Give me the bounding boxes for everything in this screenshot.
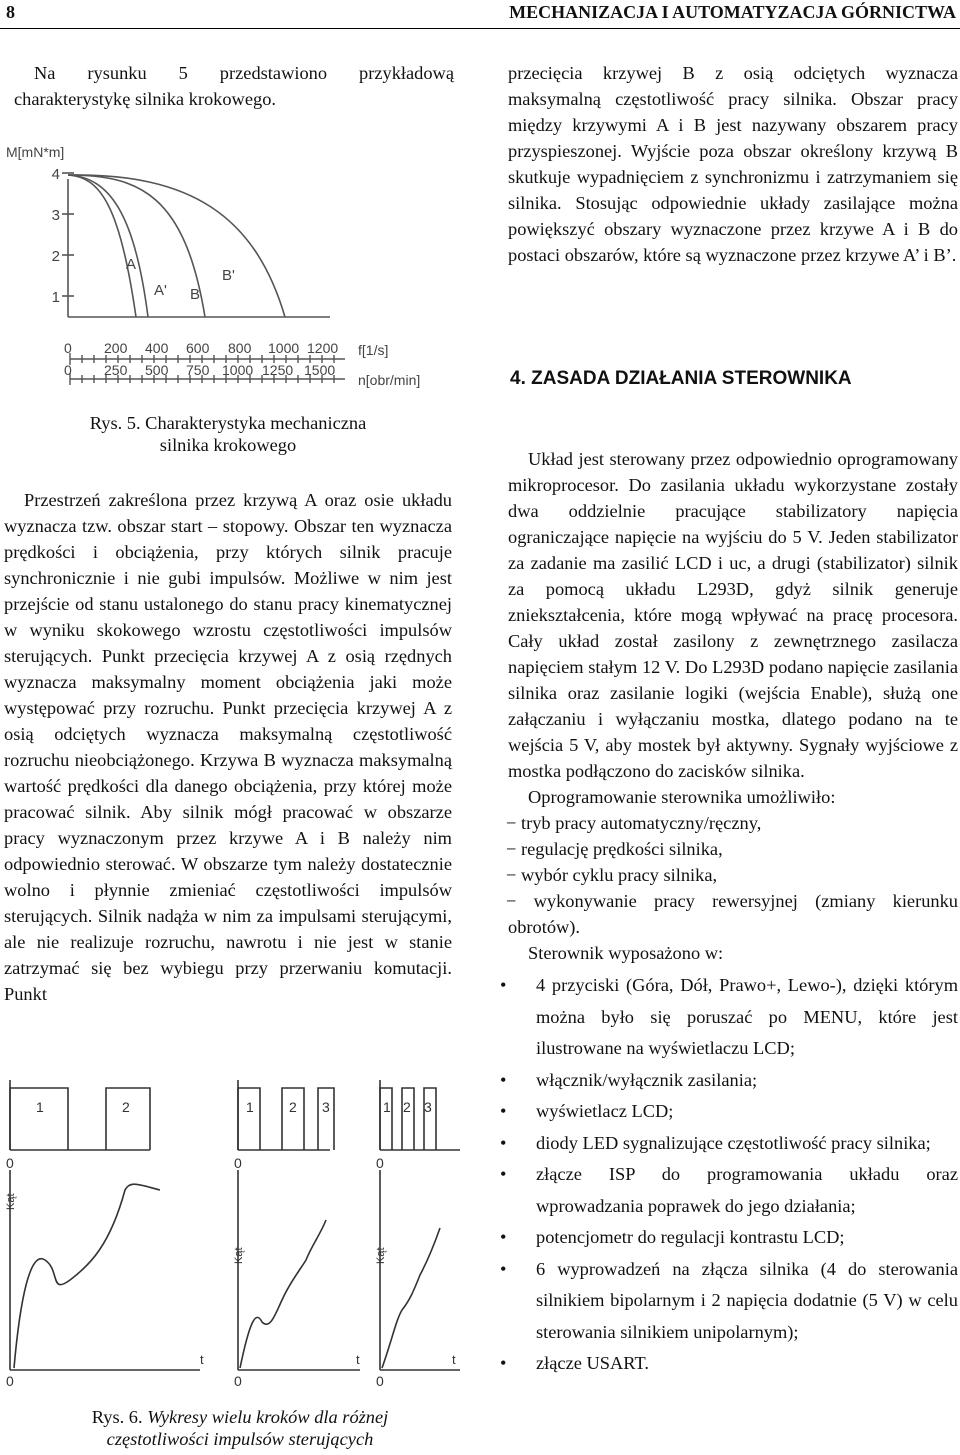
bullet-icon: •: [500, 1101, 507, 1121]
figure-6-caption-line2: częstotliwości impulsów sterujących: [106, 1429, 374, 1449]
list-item: [500, 1254, 958, 1349]
list-item: [500, 1128, 958, 1160]
fig6-zero: 0: [234, 1155, 242, 1171]
fig6-zero: 0: [234, 1373, 242, 1389]
fig6-zero: 0: [6, 1155, 14, 1171]
right-column-body: [500, 446, 958, 1380]
fig5-f-tick: 400: [145, 340, 169, 356]
list-item: [500, 1348, 958, 1380]
fig6-t: t: [200, 1352, 204, 1367]
fig5-n-unit: n[obr/min]: [358, 372, 421, 388]
section-heading: 4. ZASADA DZIAŁANIA STEROWNIKA: [510, 368, 852, 389]
figure-6-diagram: [0, 1060, 470, 1400]
list-item: − wykonywanie pracy rewersyjnej (zmiany kierunku obrotów).: [506, 891, 958, 937]
list-item-text: złącze USART.: [536, 1353, 649, 1373]
fig5-f-tick: 200: [104, 340, 128, 356]
fig5-f-tick: 1200: [307, 340, 339, 356]
fig5-y-tick: 1: [51, 289, 60, 306]
fig6-pulse-label: 2: [289, 1099, 297, 1115]
intro-paragraph: [14, 60, 454, 112]
curve-b-prime: [68, 175, 285, 317]
fig6-t: t: [356, 1352, 360, 1367]
bullet-icon: •: [500, 1227, 507, 1247]
page-number: 8: [6, 2, 15, 22]
list-item: [500, 1159, 958, 1222]
fig5-n-tick: 500: [145, 362, 169, 378]
list-item: − tryb pracy automatyczny/ręczny,: [506, 813, 762, 833]
page-header: [0, 0, 960, 30]
panel1-angle-curve: [14, 1184, 160, 1368]
fig5-curve-label-a: A: [126, 256, 137, 273]
fig5-n-tick: 1250: [262, 362, 294, 378]
panel2-pulses: [238, 1088, 334, 1150]
figure-6-caption-prefix: Rys. 6.: [91, 1407, 143, 1427]
section-paragraph: Układ jest sterowany przez odpowiednio oprogramowany mikroprocesor. Do zasilania układu wykorzystane zostały dwa oddzielnie pracujące stabilizatory napięcia ograniczające napięcie na wyjściu do 5 V. Jeden stabilizator za zadanie ma zasilić LCD i uc, a drugi (stabilizator) silnik za pomocą układu L293D, gdyż silnik generuje zniekształcenia, które mogą wpływać na pracę procesora. Cały układ został zasilony z zewnętrznego zasilacza napięciem stałym 12 V. Do L293D podano napięcie zasilania silnika oraz zasilanie logiki (wejścia Enable), służą one załączaniu i wyłączaniu mostka, dlatego podano na te wejścia 5 V, aby mostek był aktywny. Sygnały wyjściowe z mostka podłączono do zacisków silnika.: [508, 449, 958, 781]
fig5-n-tick: 1000: [222, 362, 254, 378]
fig6-pulse-label: 1: [383, 1099, 391, 1115]
feature-dash-list: [508, 810, 958, 940]
fig6-t: t: [452, 1352, 456, 1367]
fig5-f-tick: 600: [186, 340, 210, 356]
fig6-pulse-label: 3: [322, 1099, 330, 1115]
panel3-pulses: [380, 1088, 436, 1150]
fig6-pulse-label: 1: [246, 1099, 254, 1115]
fig6-ylabel: Kąt: [375, 1247, 387, 1264]
figure-5-caption-line2: silnika krokowego: [159, 435, 297, 455]
curve-b: [68, 175, 205, 317]
bullet-icon: •: [500, 975, 507, 995]
list-item-text: złącze ISP do programowania układu oraz wprowadzania poprawek do jego działania;: [536, 1164, 958, 1216]
fig5-f-unit: f[1/s]: [358, 342, 389, 358]
fig6-ylabel: Kąt: [233, 1247, 245, 1264]
fig5-y-tick: 3: [51, 207, 60, 224]
fig5-n-tick: 0: [64, 362, 72, 378]
fig5-curve-label-a-prime: A': [154, 282, 167, 299]
list-item-text: 6 wyprowadzeń na złącza silnika (4 do sterowania silnikiem bipolarnym i 2 napięcia dodatnie (5 V) w celu sterowania silnikiem unipolarnym);: [536, 1258, 958, 1342]
fig5-n-tick: 750: [186, 362, 210, 378]
list-item: [500, 970, 958, 1065]
right-top-text: przecięcia krzywej B z osią odciętych wyznacza maksymalną częstotliwość pracy silnika. Obszar pracy między krzywymi A i B jest nazywany obszarem pracy przyspieszonej. Wyjście poza obszar określony krzywą B skutkuje wypadnięciem z synchronizmu i zatrzymaniem się silnika. Stosując odpowiednie układy zasilające można powiększyć obszary wyznaczone przez krzywe A i B do postaci obszarów, które są wyznaczone przez krzywe A’ i B’.: [508, 63, 958, 265]
bullet-icon: •: [500, 1132, 507, 1153]
fig6-pulse-label: 2: [122, 1099, 130, 1115]
figure-6-caption: [40, 1406, 440, 1450]
curve-a-prime: [68, 175, 136, 317]
list-item-text: wyświetlacz LCD;: [536, 1101, 674, 1121]
intro-text: Na rysunku 5 przedstawiono przykładową charakterystykę silnika krokowego.: [14, 63, 454, 109]
fig5-y-tick: 2: [51, 248, 60, 265]
section-paragraph: Sterownik wyposażono w:: [528, 943, 724, 963]
fig5-n-tick: 1500: [304, 362, 336, 378]
figure-5-caption-line1: Rys. 5. Charakterystyka mechaniczna: [89, 413, 367, 433]
list-item: − regulację prędkości silnika,: [506, 839, 723, 859]
fig5-y-tick: 4: [51, 166, 60, 183]
list-item: [500, 1096, 958, 1128]
fig6-zero: 0: [376, 1373, 384, 1389]
list-item-text: włącznik/wyłącznik zasilania;: [536, 1069, 758, 1090]
left-column-body: [4, 487, 452, 1007]
figure-6-caption-line1: [40, 1406, 440, 1428]
list-item: [500, 1065, 958, 1097]
bullet-icon: •: [500, 1164, 507, 1184]
bullet-icon: •: [500, 1069, 507, 1090]
fig5-n-tick: 250: [104, 362, 128, 378]
list-item-text: diody LED sygnalizujące częstotliwość pracy silnika;: [536, 1132, 931, 1153]
body-paragraph: Przestrzeń zakreślona przez krzywą A oraz osie układu wyznacza tzw. obszar start – stopowy. Obszar ten wyznacza prędkości i obciążenia, przy których silnik pracuje synchronicznie i nie gubi impulsów. Możliwe w nim jest przejście od stanu ustalonego do stanu pracy kinematycznej w wyniku skokowego wzrostu częstotliwości impulsów sterujących. Punkt przecięcia krzywej A z osią rzędnych wyznacza maksymalny moment obciążenia jaki może występować przy rozruchu. Punkt przecięcia krzywej A z osią odciętych wyznacza maksymalną częstotliwość rozruchu nieobciążonego. Krzywa B wyznacza maksymalną wartość prędkości dla danego obciążenia, przy której może pracować silnik. Aby silnik mógł pracować w obszarze pracy wyznaczonym przez krzywe A i B należy nim odpowiednio sterować. W obszarze tym należy dostatecznie wolno i płynnie zmieniać częstotliwości impulsów sterujących. Silnik nadąża w nim za impulsami sterującymi, ale nie realizuje rozruchu, nawrotu i nie jest w stanie zatrzymać się bez wybiegu przy przerwaniu komutacji. Punkt: [4, 490, 452, 1004]
list-item-text: 4 przyciski (Góra, Dół, Prawo+, Lewo-), dzięki którym można było się poruszać po MENU, które jest ilustrowane na wyświetlaczu LCD;: [536, 975, 958, 1058]
list-item-text: potencjometr do regulacji kontrastu LCD;: [536, 1227, 845, 1247]
fig5-f-tick: 800: [228, 340, 252, 356]
fig5-f-tick: 1000: [268, 340, 300, 356]
figure-6-caption-rest: Wykresy wielu kroków dla różnej: [142, 1407, 389, 1427]
list-item: [500, 1222, 958, 1254]
fig5-curve-label-b-prime: B': [222, 267, 235, 284]
bullet-icon: •: [500, 1353, 507, 1373]
curve-a: [68, 175, 148, 317]
equipment-bullet-list: [500, 970, 958, 1380]
panel1-pulses: [10, 1088, 150, 1150]
header-rule: [0, 28, 960, 29]
list-item: − wybór cyklu pracy silnika,: [506, 865, 718, 885]
section-paragraph: Oprogramowanie sterownika umożliwiło:: [528, 787, 836, 807]
fig6-zero: 0: [376, 1155, 384, 1171]
panel3-angle-curve: [382, 1228, 440, 1368]
panel2-angle-curve: [240, 1220, 326, 1368]
fig6-zero: 0: [6, 1373, 14, 1389]
bullet-icon: •: [500, 1258, 507, 1279]
fig6-pulse-label: 2: [403, 1099, 411, 1115]
figure-5-chart: [0, 135, 470, 395]
fig5-f-tick: 0: [64, 340, 72, 356]
fig6-ylabel: Kąt: [5, 1193, 17, 1210]
figure-5-caption: [60, 412, 396, 456]
fig6-pulse-label: 3: [424, 1099, 432, 1115]
fig5-y-axis-label: M[mN*m]: [6, 144, 65, 160]
right-top-paragraph: [508, 60, 958, 268]
fig6-pulse-label: 1: [36, 1099, 44, 1115]
fig5-curve-label-b: B: [190, 286, 201, 303]
journal-title: MECHANIZACJA I AUTOMATYZACJA GÓRNICTWA: [509, 2, 956, 22]
